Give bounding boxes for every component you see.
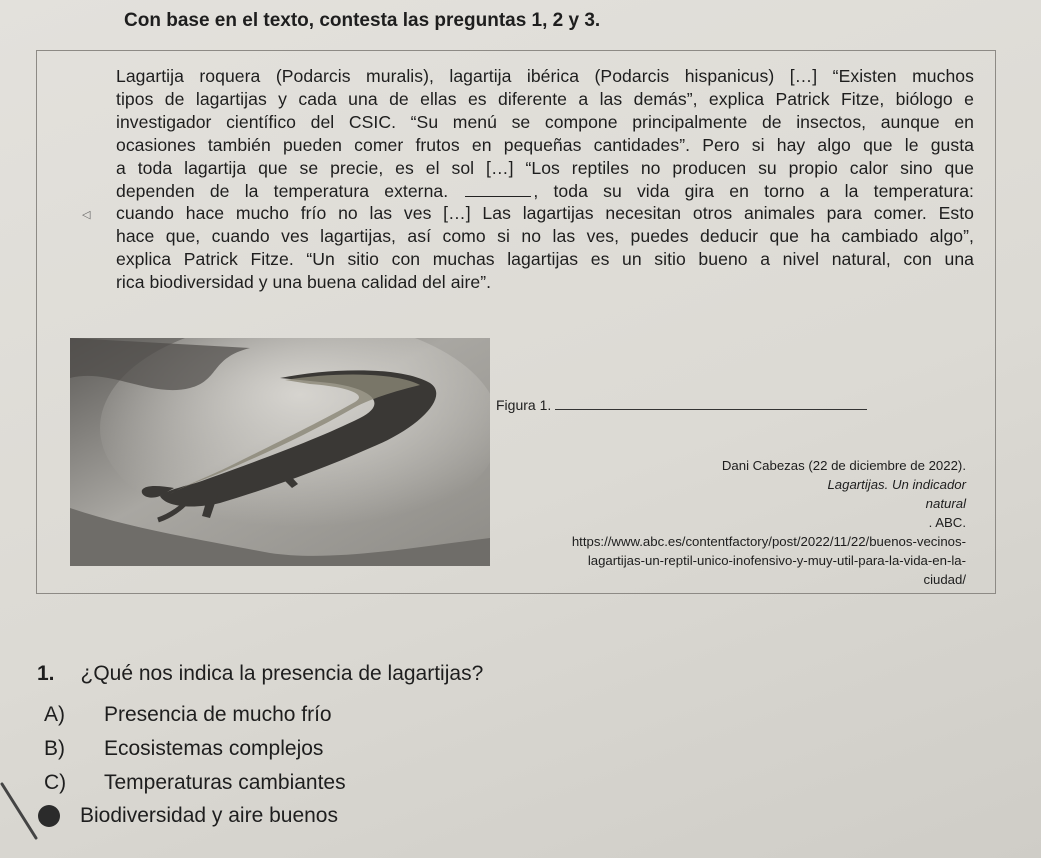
passage-line: investigador científico del CSIC. “Su menú se compone principalmente de insectos, aunque en: [116, 111, 974, 132]
source-line: [500, 494, 966, 532]
passage-line-part: , toda su vida gira en torno a la temperatura:: [533, 180, 974, 201]
passage-line: tipos de lagartijas y cada una de ellas es diferente a las demás”, explica Patrick Fitze, biólogo e: [116, 88, 974, 109]
source-url: https://www.abc.es/contentfactory/post/2022/11/22/buenos-vecinos-: [571, 534, 966, 549]
option-letter: C): [44, 771, 67, 794]
passage-line: cuando hace mucho frío no las ves […] Las lagartijas necesitan otros animales para comer. Esto: [116, 203, 974, 224]
figure-source: [500, 456, 966, 589]
source-url: ciudad/: [923, 572, 966, 587]
passage-line: hace que, cuando ves lagartijas, así como si no las ves, puedes deducir que ha cambiado algo”,: [116, 226, 974, 247]
source-title: natural: [925, 496, 966, 511]
option-a[interactable]: [44, 703, 332, 727]
question-text: ¿Qué nos indica la presencia de lagartijas?: [80, 662, 484, 685]
question-1: [37, 662, 483, 686]
option-text: Temperaturas cambiantes: [104, 771, 346, 794]
lizard-photo-drawing: [70, 338, 490, 566]
passage-line: Lagartija roquera (Podarcis muralis), lagartija ibérica (Podarcis hispanicus) […] “Existen muchos: [116, 66, 974, 86]
option-text: Biodiversidad y aire buenos: [80, 804, 338, 827]
margin-mark-icon: ◁: [82, 209, 91, 221]
source-title: Lagartijas. Un indicador: [827, 477, 966, 492]
passage-text: [116, 65, 974, 294]
passage-line: explica Patrick Fitze. “Un sitio con muchas lagartijas es un sitio bueno a nivel natural, con una: [116, 249, 974, 270]
question-number: 1.: [37, 662, 55, 685]
source-text: Dani Cabezas (22 de diciembre de 2022).: [721, 458, 966, 473]
passage-line: a toda lagartija que se precie, es el sol […] “Los reptiles no producen su propio calor sino que: [116, 157, 974, 178]
option-text: Ecosistemas complejos: [104, 737, 324, 760]
instruction-heading: Con base en el texto, contesta las preguntas 1, 2 y 3.: [124, 10, 601, 31]
option-d[interactable]: [44, 804, 338, 828]
option-c[interactable]: [44, 771, 346, 795]
figure-caption: [496, 397, 867, 413]
source-url: lagartijas-un-reptil-unico-inofensivo-y-muy-util-para-la-vida-en-la-: [587, 553, 966, 568]
passage-line-part: dependen de la temperatura externa.: [116, 180, 449, 201]
passage-line: rica biodiversidad y una buena calidad del aire”.: [116, 272, 492, 293]
option-letter: A): [44, 703, 65, 726]
source-text: . ABC.: [928, 515, 966, 530]
option-b[interactable]: [44, 737, 323, 761]
passage-line: ocasiones también pueden comer frutos en pequeñas cantidades”. Pero si hay algo que le gusta: [116, 134, 974, 155]
selected-answer-mark-icon: [38, 805, 60, 827]
lizard-photo: [70, 338, 490, 566]
source-line: [500, 456, 966, 494]
figure-caption-label: Figura 1.: [496, 397, 552, 413]
passage-line: [116, 180, 974, 203]
fill-in-blank[interactable]: [465, 196, 531, 197]
option-letter: B): [44, 737, 65, 760]
caption-blank[interactable]: [555, 409, 867, 410]
option-text: Presencia de mucho frío: [104, 703, 332, 726]
pencil-stroke-icon: [0, 782, 40, 842]
